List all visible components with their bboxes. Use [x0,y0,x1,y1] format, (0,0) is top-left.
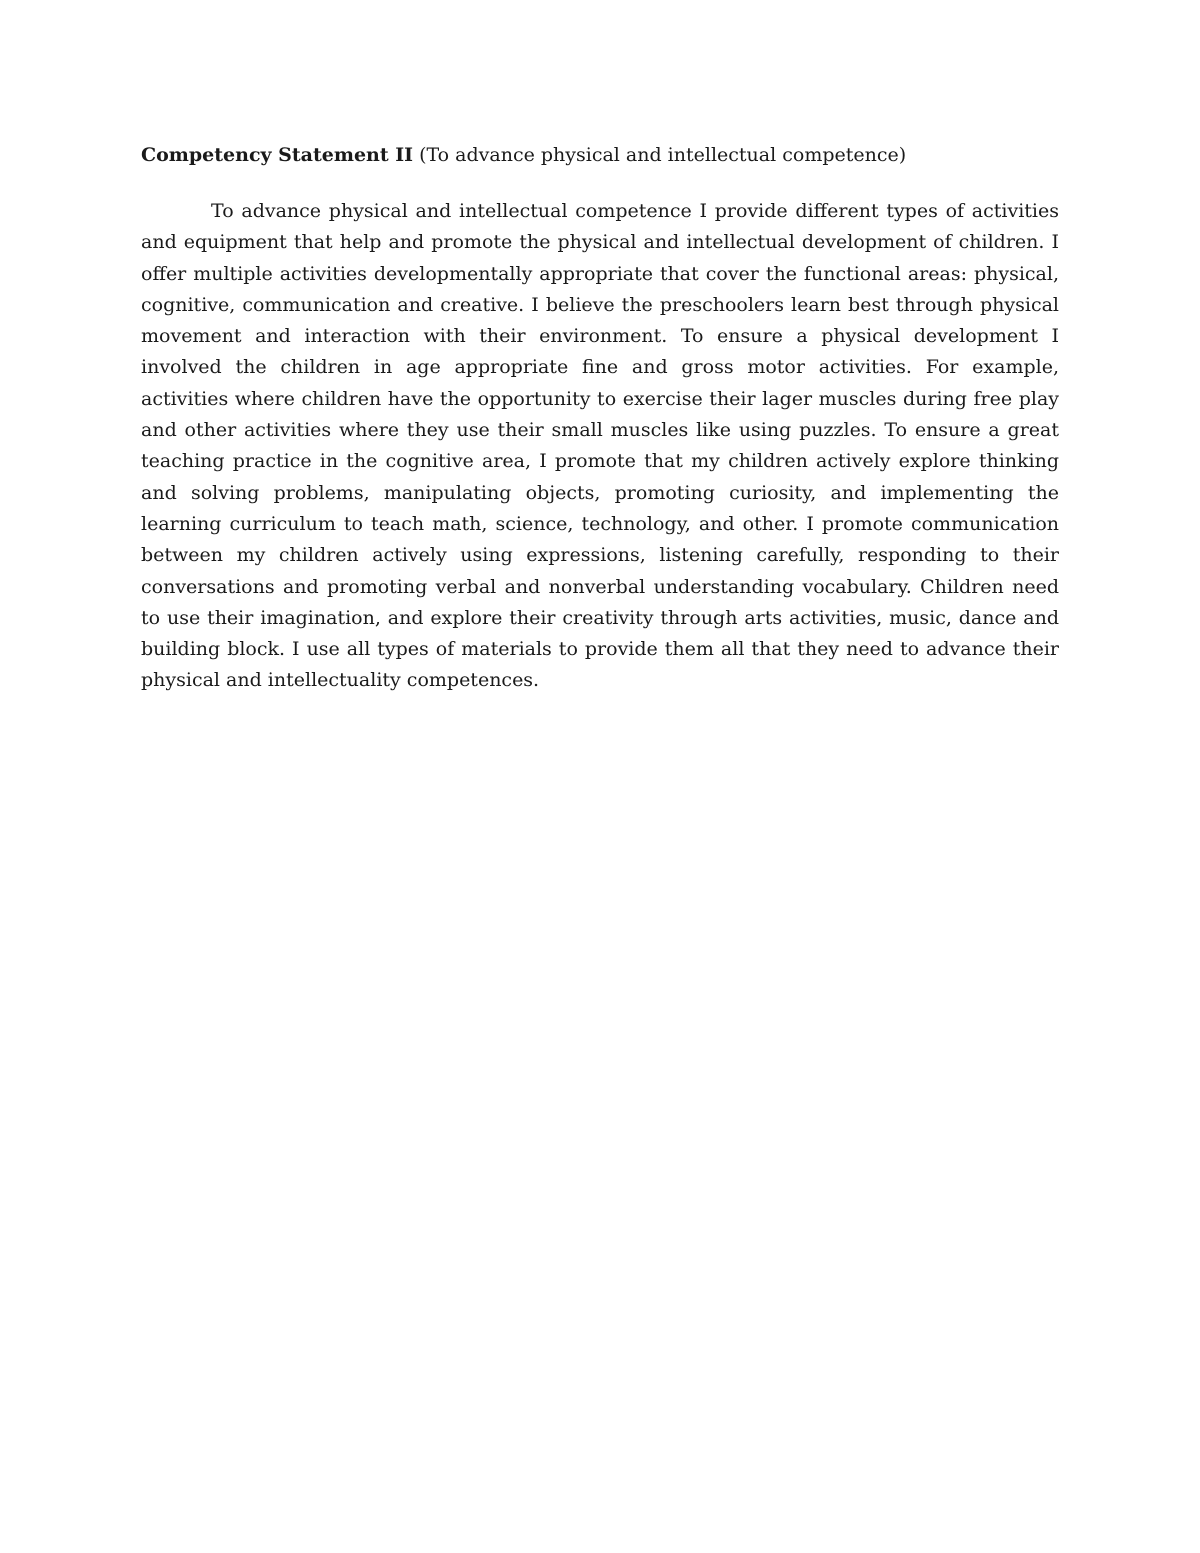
competency-heading [141,140,1059,171]
heading-bold-title: Competency Statement II [141,144,414,166]
heading-subtitle: (To advance physical and intellectual competence) [413,144,907,166]
document-content [141,140,1059,697]
body-paragraph: To advance physical and intellectual competence I provide different types of activities and equipment that help and promote the physical and intellectual development of children. I offer multiple activities developmentally appropriate that cover the functional areas: physical, cognitive, communication and creative. I believe the preschoolers learn best through physical movement and interaction with their environment. To ensure a physical development I involved the children in age appropriate fine and gross motor activities. For example, activities where children have the opportunity to exercise their lager muscles during free play and other activities where they use their small muscles like using puzzles. To ensure a great teaching practice in the cognitive area, I promote that my children actively explore thinking and solving problems, manipulating objects, promoting curiosity, and implementing the learning curriculum to teach math, science, technology, and other. I promote communication between my children actively using expressions, listening carefully, responding to their conversations and promoting verbal and nonverbal understanding vocabulary. Children need to use their imagination, and explore their creativity through arts activities, music, dance and building block. I use all types of materials to provide them all that they need to advance their physical and intellectuality competences. [141,200,1059,692]
